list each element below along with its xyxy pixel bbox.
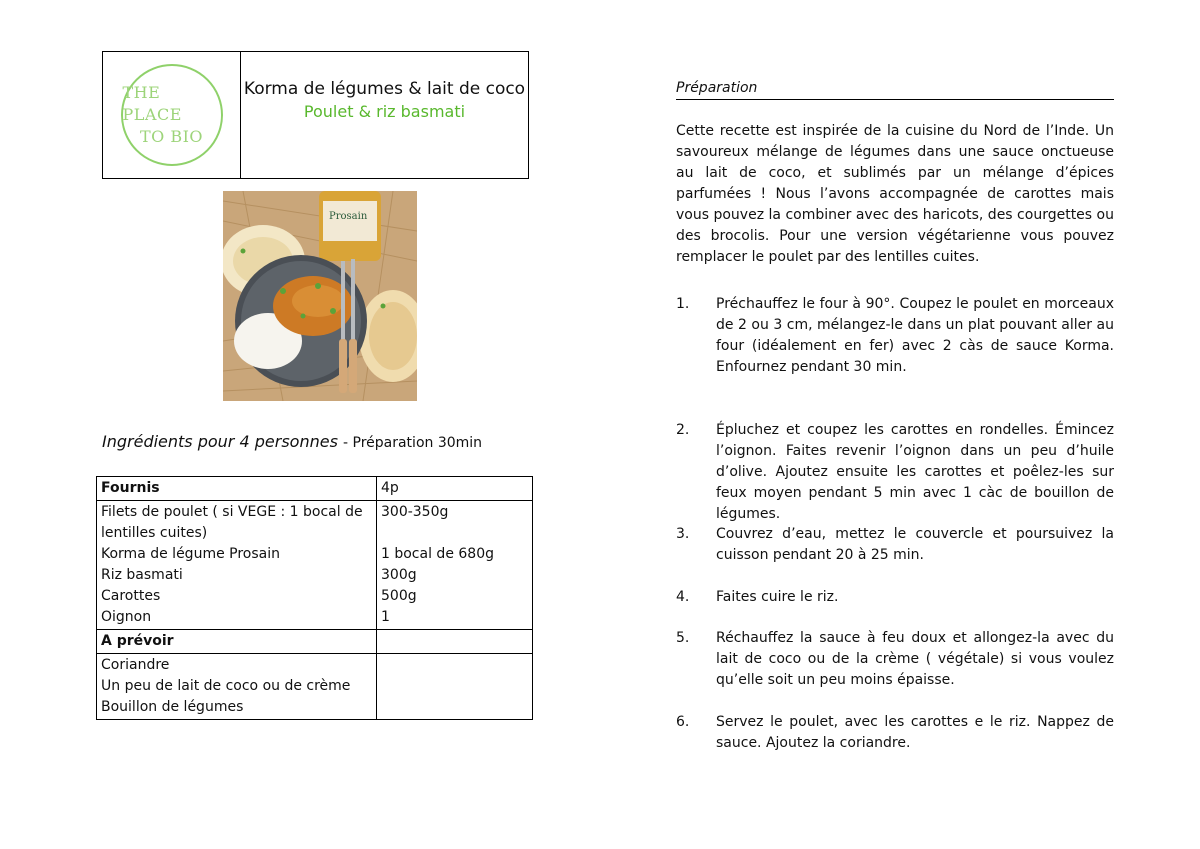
step-text: Préchauffez le four à 90°. Coupez le poulet en morceaux de 2 ou 3 cm, mélangez-le dans un plat pouvant aller au four (idéalement en fer) avec 2 càs de sauce Korma. Enfournez pendant 30 min. [716,296,1114,375]
step-5 [676,628,1114,691]
logo-line-1: THE PLACE [122,83,182,124]
title-cell [241,52,528,178]
extra-item: Un peu de lait de coco ou de crème [101,678,351,694]
step-text: Faites cuire le riz. [716,589,839,605]
ingredient-qty: 1 bocal de 680g [381,546,494,562]
step-text: Réchauffez la sauce à feu doux et allongez-la avec du lait de coco ou de la crème ( végétale) si vous voulez qu’elle soit un peu moins épaisse. [716,630,1114,688]
ingredient-name: Oignon [101,609,152,625]
step-1 [676,294,1114,378]
step-number: 3. [676,526,690,542]
step-text: Épluchez et coupez les carottes en rondelles. Émincez l’oignon. Faites revenir l’oignon dans un peu d’huile d’olive. Ajoutez ensuite les carottes et poêlez-les sur feux moyen pendant 5 min avec 1 càc de bouillon de légumes. [716,422,1114,522]
recipe-subtitle: Poulet & riz basmati [303,102,466,121]
step-2 [676,420,1114,525]
ingredient-qty: 1 [381,609,390,625]
the-place-to-bio-logo [121,64,223,166]
step-number: 2. [676,422,690,438]
recipe-header [102,51,529,179]
ingredient-name: Filets de poulet ( si VEGE : 1 bocal de lentilles cuites) [101,504,363,541]
section-label: A prévoir [97,630,377,654]
extra-item: Bouillon de légumes [101,699,244,715]
ingredients-table [96,476,533,720]
recipe-photo [223,191,417,401]
ingredients-heading [102,432,482,451]
step-text: Couvrez d’eau, mettez le couvercle et poursuivez la cuisson pendant 20 à 25 min. [716,526,1114,563]
table-row [97,654,533,720]
step-4 [676,587,1114,608]
header-right: 4p [377,477,533,501]
step-6 [676,712,1114,754]
step-text: Servez le poulet, avec les carottes e le riz. Nappez de sauce. Ajoutez la coriandre. [716,714,1114,751]
extra-item: Coriandre [101,657,170,673]
logo-cell [103,52,241,178]
ingredient-name: Carottes [101,588,161,604]
ingredient-qty: 300g [381,567,417,583]
step-3 [676,524,1114,566]
jar-label: Prosain [329,211,368,222]
preparation-title: Préparation [676,78,1114,100]
table-header-row [97,477,533,501]
ingredients-heading-label: Ingrédients pour 4 personnes [102,432,338,451]
ingredient-qty: 500g [381,588,417,604]
ingredients-heading-prep: - Préparation 30min [343,435,483,451]
step-number: 4. [676,589,690,605]
ingredient-name: Korma de légume Prosain [101,546,280,562]
step-number: 6. [676,714,690,730]
ingredient-name: Riz basmati [101,567,183,583]
step-number: 1. [676,296,690,312]
table-row [97,501,533,630]
recipe-title: Korma de légumes & lait de coco [243,79,526,99]
step-number: 5. [676,630,690,646]
table-section-row [97,630,533,654]
header-left: Fournis [97,477,377,501]
logo-line-2: TO BIO [139,127,204,146]
ingredient-qty: 300-350g [381,504,449,520]
preparation-intro: Cette recette est inspirée de la cuisine du Nord de l’Inde. Un savoureux mélange de légumes dans une sauce onctueuse au lait de coco, et sublimés par un mélange d’épices parfumées ! Nous l’avons accompagnée de carottes mais vous pouvez la combiner avec des haricots, des courgettes ou des brocolis. Pour une version végétarienne vous pouvez remplacer le poulet par des lentilles cuites. [676,123,1114,265]
